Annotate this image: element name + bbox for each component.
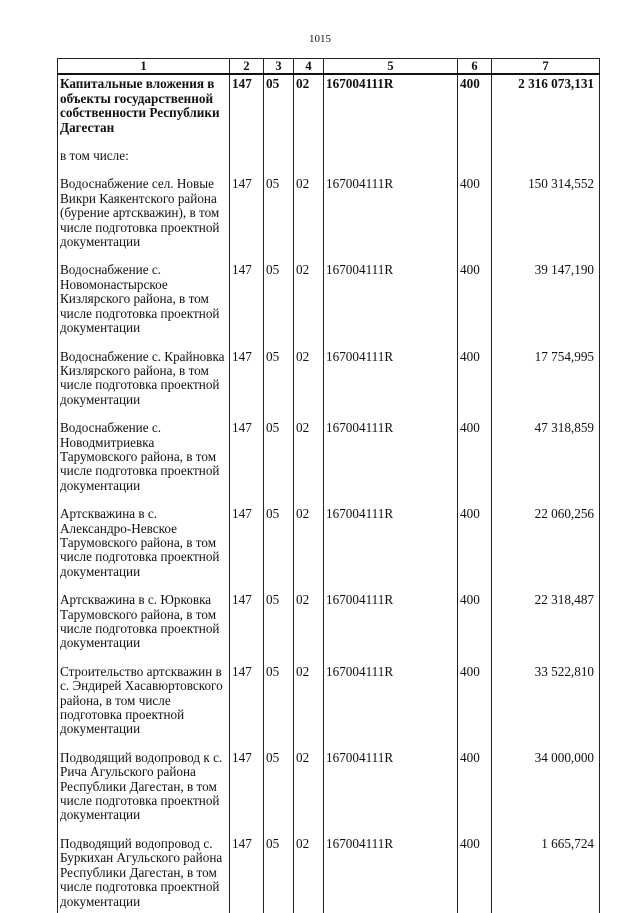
row-name: Подводящий водопровод к с. Рича Агульского района Республики Дагестан, в том числе подготовка проектной документации (58, 737, 230, 823)
table-row (58, 336, 600, 408)
row-amount: 33 522,810 (492, 651, 600, 737)
row-c6: 400 (458, 579, 492, 651)
table-row (58, 737, 600, 823)
row-c3: 05 (264, 823, 294, 909)
row-c4: 02 (294, 737, 324, 823)
subtitle-row (58, 135, 600, 163)
row-c2: 147 (230, 823, 264, 909)
row-c5: 167004111R (324, 249, 458, 335)
header-cell: 7 (492, 59, 600, 75)
row-amount: 22 318,487 (492, 579, 600, 651)
row-amount: 39 147,190 (492, 249, 600, 335)
table-row (58, 493, 600, 579)
row-c4: 02 (294, 74, 324, 135)
row-c5: 167004111R (324, 407, 458, 493)
row-c3: 05 (264, 493, 294, 579)
row-c4: 02 (294, 249, 324, 335)
row-amount: 34 000,000 (492, 737, 600, 823)
row-c6: 400 (458, 249, 492, 335)
row-amount: 1 665,724 (492, 823, 600, 909)
row-c2: 147 (230, 737, 264, 823)
row-name: Водоснабжение с. Новомонастырское Кизлярского района, в том числе подготовка проектной документации (58, 249, 230, 335)
row-c6: 400 (458, 493, 492, 579)
header-cell: 6 (458, 59, 492, 75)
row-amount: 17 754,995 (492, 336, 600, 408)
row-c4: 02 (294, 336, 324, 408)
row-c4: 02 (294, 493, 324, 579)
row-c4: 02 (294, 163, 324, 249)
header-cell: 1 (58, 59, 230, 75)
row-c6: 400 (458, 163, 492, 249)
row-c5: 167004111R (324, 651, 458, 737)
row-name: Водоснабжение с. Новодмитриевка Тарумовского района, в том числе подготовка проектной документации (58, 407, 230, 493)
row-c3: 05 (264, 336, 294, 408)
table-row (58, 407, 600, 493)
row-c6: 400 (458, 336, 492, 408)
row-c6: 400 (458, 651, 492, 737)
row-c3: 05 (264, 737, 294, 823)
row-c5: 167004111R (324, 74, 458, 135)
row-amount: 2 316 073,131 (492, 74, 600, 135)
row-c2: 147 (230, 493, 264, 579)
row-c6: 400 (458, 823, 492, 909)
row-c2: 147 (230, 163, 264, 249)
row-name: Артскважина в с. Юрковка Тарумовского района, в том числе подготовка проектной документации (58, 579, 230, 651)
table-row (58, 823, 600, 909)
table-filler (58, 909, 600, 913)
header-cell: 3 (264, 59, 294, 75)
row-name: Водоснабжение с. Крайновка Кизлярского района, в том числе подготовка проектной документации (58, 336, 230, 408)
budget-table (57, 58, 600, 913)
row-name: Строительство артскважин в с. Эндирей Хасавюртовского района, в том числе подготовка проектной документации (58, 651, 230, 737)
row-c4: 02 (294, 651, 324, 737)
row-c6: 400 (458, 74, 492, 135)
table-row (58, 249, 600, 335)
table-row (58, 579, 600, 651)
row-c4: 02 (294, 579, 324, 651)
row-name: Артскважина в с. Александро-Невское Тарумовского района, в том числе подготовка проектной документации (58, 493, 230, 579)
row-name: Подводящий водопровод с. Буркихан Агульского района Республики Дагестан, в том числе подготовка проектной документации (58, 823, 230, 909)
row-name: Капитальные вложения в объекты государственной собственности Республики Дагестан (58, 74, 230, 135)
table-row (58, 163, 600, 249)
row-c3: 05 (264, 74, 294, 135)
main-row (58, 74, 600, 135)
row-amount: 150 314,552 (492, 163, 600, 249)
table-row (58, 651, 600, 737)
row-c5: 167004111R (324, 823, 458, 909)
row-c3: 05 (264, 651, 294, 737)
row-c2: 147 (230, 407, 264, 493)
row-c2: 147 (230, 249, 264, 335)
header-row (58, 59, 600, 75)
row-c2: 147 (230, 336, 264, 408)
row-amount: 47 318,859 (492, 407, 600, 493)
row-c2: 147 (230, 74, 264, 135)
row-c4: 02 (294, 407, 324, 493)
row-c6: 400 (458, 737, 492, 823)
row-c4: 02 (294, 823, 324, 909)
header-cell: 4 (294, 59, 324, 75)
row-c3: 05 (264, 407, 294, 493)
row-c6: 400 (458, 407, 492, 493)
row-c5: 167004111R (324, 336, 458, 408)
row-c5: 167004111R (324, 493, 458, 579)
header-cell: 5 (324, 59, 458, 75)
subtitle-cell: в том числе: (58, 135, 230, 163)
row-c5: 167004111R (324, 163, 458, 249)
row-c3: 05 (264, 579, 294, 651)
row-amount: 22 060,256 (492, 493, 600, 579)
header-cell: 2 (230, 59, 264, 75)
row-c5: 167004111R (324, 579, 458, 651)
row-name: Водоснабжение сел. Новые Викри Каякентского района (бурение артскважин), в том числе подготовка проектной документации (58, 163, 230, 249)
row-c3: 05 (264, 163, 294, 249)
row-c2: 147 (230, 579, 264, 651)
row-c3: 05 (264, 249, 294, 335)
page-number: 1015 (309, 33, 331, 45)
row-c2: 147 (230, 651, 264, 737)
row-c5: 167004111R (324, 737, 458, 823)
